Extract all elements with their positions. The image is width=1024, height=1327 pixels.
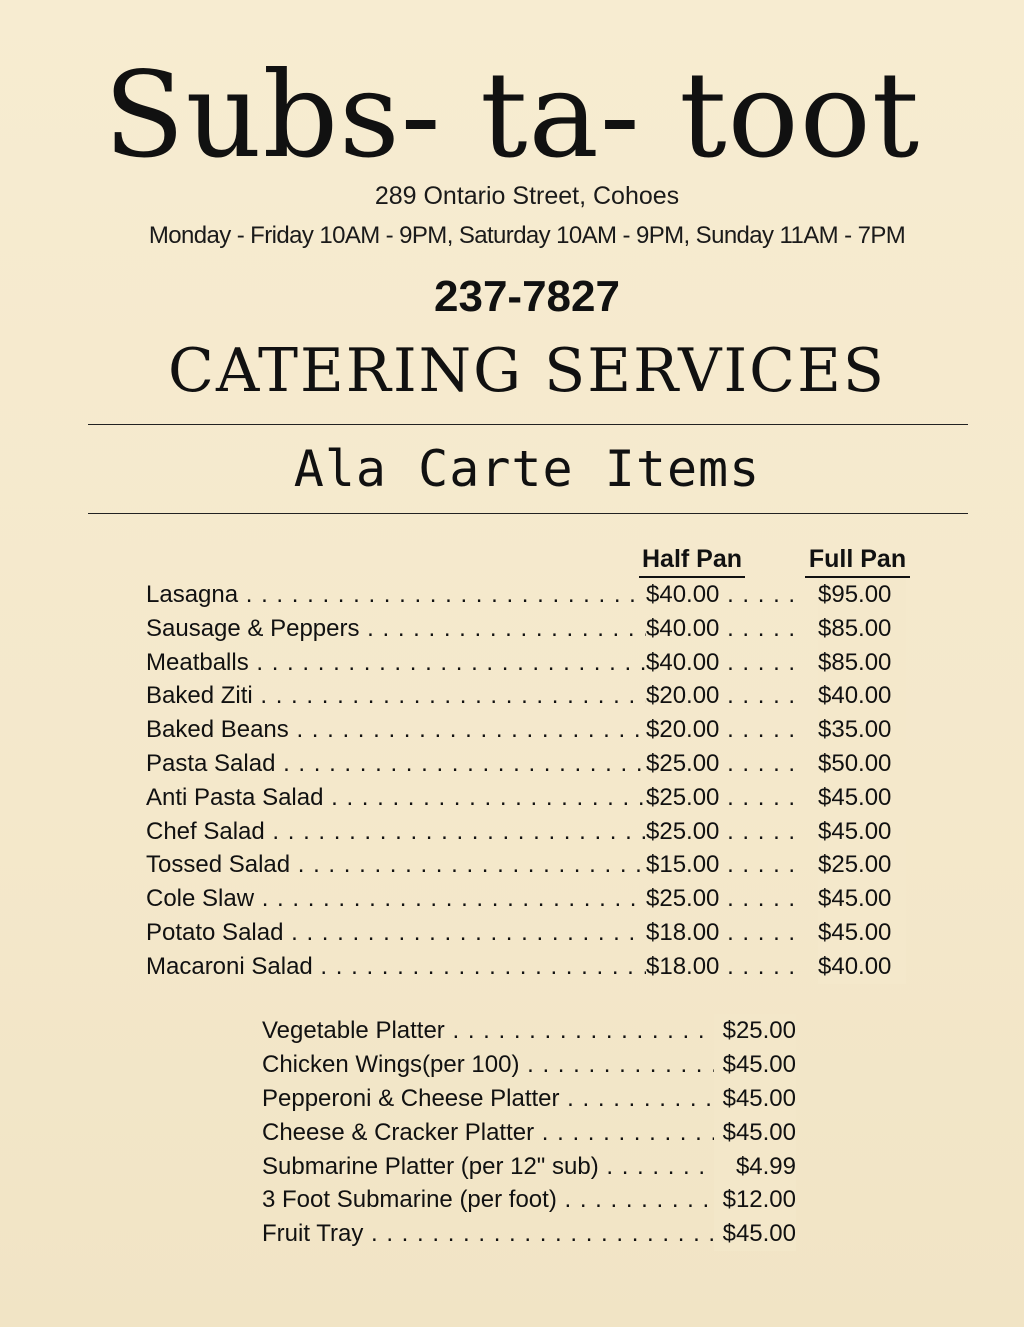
platter-row bbox=[262, 1217, 796, 1251]
item-name: Pasta Salad . . . bbox=[146, 747, 646, 781]
top-divider bbox=[88, 424, 968, 425]
menu-row bbox=[146, 916, 906, 950]
menu-row bbox=[146, 612, 906, 646]
menu-row bbox=[146, 679, 906, 713]
item-name: Meatballs . . . bbox=[146, 646, 646, 680]
menu-row bbox=[146, 848, 906, 882]
item-name: Potato Salad . . . bbox=[146, 916, 646, 950]
full-pan-price: $35.00 bbox=[818, 713, 906, 747]
platter-row bbox=[262, 1116, 796, 1150]
platter-price: $25.00 bbox=[714, 1014, 796, 1048]
catering-heading: CATERING SERVICES bbox=[168, 336, 886, 406]
full-pan-price: $85.00 bbox=[818, 612, 906, 646]
platter-row bbox=[262, 1183, 796, 1217]
platter-list bbox=[262, 1014, 796, 1251]
full-pan-price: $45.00 bbox=[818, 781, 906, 815]
platter-name: Pepperoni & Cheese Platter . . . bbox=[262, 1082, 714, 1116]
platter-name: Submarine Platter (per 12" sub) . . . bbox=[262, 1150, 714, 1184]
item-name: Sausage & Peppers . . . bbox=[146, 612, 646, 646]
full-pan-price: $40.00 bbox=[818, 679, 906, 713]
half-pan-price: $40.00 . . . bbox=[646, 646, 796, 680]
half-pan-price: $20.00 . . . bbox=[646, 679, 796, 713]
platter-row bbox=[262, 1014, 796, 1048]
menu-row bbox=[146, 882, 906, 916]
half-pan-price: $25.00 . . . bbox=[646, 747, 796, 781]
restaurant-name: Subs- ta- toot bbox=[103, 46, 921, 184]
ala-carte-list bbox=[146, 578, 906, 984]
half-pan-price: $40.00 . . . bbox=[646, 612, 796, 646]
half-pan-price: $18.00 . . . bbox=[646, 916, 796, 950]
item-name: Tossed Salad . . . bbox=[146, 848, 646, 882]
item-name: Chef Salad . . . bbox=[146, 815, 646, 849]
section-title: Ala Carte Items bbox=[293, 440, 761, 498]
full-pan-price: $95.00 bbox=[818, 578, 906, 612]
full-pan-header: Full Pan bbox=[805, 545, 910, 578]
half-pan-price: $18.00 . . . bbox=[646, 950, 796, 984]
platter-row bbox=[262, 1082, 796, 1116]
half-pan-price: $15.00 . . . bbox=[646, 848, 796, 882]
menu-row bbox=[146, 950, 906, 984]
half-pan-price: $25.00 . . . bbox=[646, 815, 796, 849]
platter-name: Chicken Wings(per 100) . . . bbox=[262, 1048, 714, 1082]
platter-name: Cheese & Cracker Platter . . . bbox=[262, 1116, 714, 1150]
item-name: Lasagna . . . bbox=[146, 578, 646, 612]
platter-price: $12.00 bbox=[714, 1183, 796, 1217]
menu-row bbox=[146, 781, 906, 815]
full-pan-price: $45.00 bbox=[818, 916, 906, 950]
half-pan-price: $20.00 . . . bbox=[646, 713, 796, 747]
full-pan-price: $40.00 bbox=[818, 950, 906, 984]
full-pan-price: $50.00 bbox=[818, 747, 906, 781]
full-pan-price: $25.00 bbox=[818, 848, 906, 882]
full-pan-price: $45.00 bbox=[818, 882, 906, 916]
item-name: Cole Slaw . . . bbox=[146, 882, 646, 916]
item-name: Baked Ziti . . . bbox=[146, 679, 646, 713]
item-name: Baked Beans . . . bbox=[146, 713, 646, 747]
full-pan-price: $45.00 bbox=[818, 815, 906, 849]
menu-row bbox=[146, 578, 906, 612]
bottom-divider bbox=[88, 513, 968, 514]
platter-price: $45.00 bbox=[714, 1082, 796, 1116]
platter-price: $4.99 bbox=[714, 1150, 796, 1184]
business-hours: Monday - Friday 10AM - 9PM, Saturday 10AM - 9PM, Sunday 11AM - 7PM bbox=[148, 222, 906, 249]
half-pan-price: $25.00 . . . bbox=[646, 781, 796, 815]
platter-name: Vegetable Platter . . . bbox=[262, 1014, 714, 1048]
half-pan-price: $40.00 . . . bbox=[646, 578, 796, 612]
menu-row bbox=[146, 815, 906, 849]
address: 289 Ontario Street, Cohoes bbox=[374, 182, 680, 210]
item-name: Macaroni Salad . . . bbox=[146, 950, 646, 984]
item-name: Anti Pasta Salad . . . bbox=[146, 781, 646, 815]
menu-row bbox=[146, 713, 906, 747]
platter-price: $45.00 bbox=[714, 1048, 796, 1082]
platter-row bbox=[262, 1150, 796, 1184]
half-pan-price: $25.00 . . . bbox=[646, 882, 796, 916]
half-pan-header: Half Pan bbox=[639, 545, 745, 578]
platter-price: $45.00 bbox=[714, 1116, 796, 1150]
menu-row bbox=[146, 747, 906, 781]
full-pan-price: $85.00 bbox=[818, 646, 906, 680]
menu-row bbox=[146, 646, 906, 680]
platter-row bbox=[262, 1048, 796, 1082]
platter-price: $45.00 bbox=[714, 1217, 796, 1251]
platter-name: 3 Foot Submarine (per foot) . . . bbox=[262, 1183, 714, 1217]
platter-name: Fruit Tray . . . bbox=[262, 1217, 714, 1251]
phone-number: 237-7827 bbox=[434, 272, 620, 321]
